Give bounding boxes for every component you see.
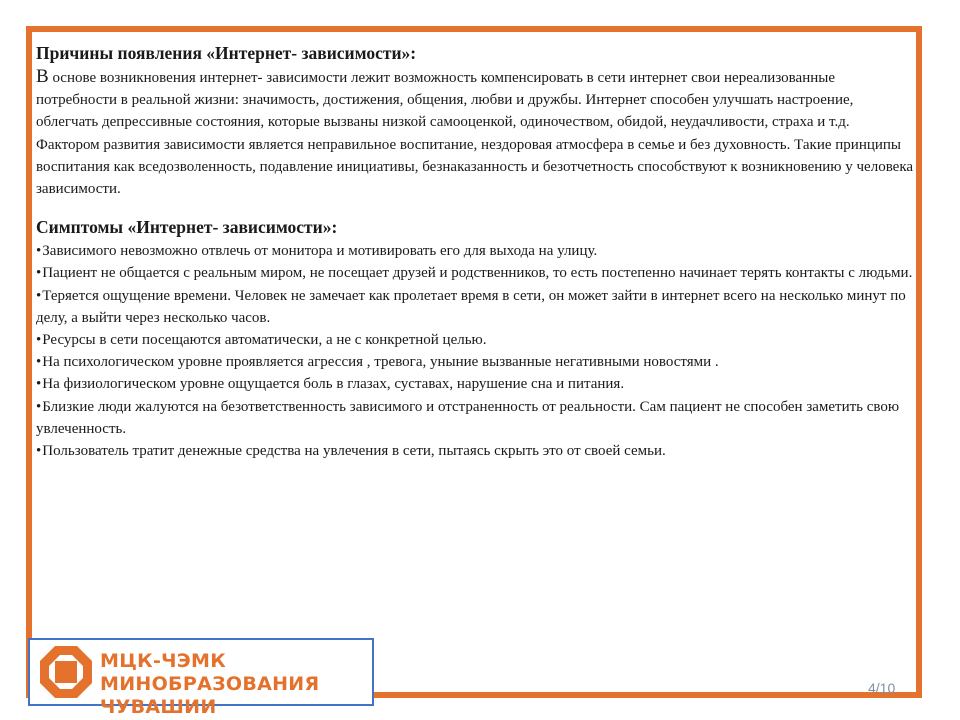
- bullet-icon: •: [36, 243, 42, 260]
- bullet-icon: •: [36, 332, 42, 349]
- bullet-icon: •: [36, 265, 42, 282]
- page-number: 4/10: [868, 680, 896, 696]
- list-item: •Близкие люди жалуются на безответственность зависимого и отстраненность от реальности. Сам пациент не способен заметить свою увлеченность.: [36, 398, 900, 437]
- list-item: •На психологическом уровне проявляется агрессия , тревога, уныние вызванные негативными новостями .: [36, 354, 719, 371]
- bullet-icon: •: [36, 287, 42, 304]
- logo-mark-icon: [40, 646, 92, 698]
- list-item: •Теряется ощущение времени. Человек не замечает как пролетает время в сети, он может зайти в интернет всего на несколько минут по делу, а выйти через несколько часов.: [36, 287, 906, 326]
- slide-content: [36, 40, 916, 462]
- section-heading-symptoms: Симптомы «Интернет- зависимости»:: [36, 217, 338, 238]
- bullet-icon: •: [36, 398, 42, 415]
- causes-paragraph-text: основе возникновения интернет- зависимости лежит возможность компенсировать в сети интернет свои нереализованные потребности в реальной жизни: значимость, достижения, общения, любви и дружбы. Интернет способен улучшать настроение, облегчать депрессивные состояния, которые вызваны низкой самооценкой, одиночеством, обидой, неудачливости, страха и т.д. Фактором развития зависимости является неправильное воспитание, нездоровая атмосфера в семье и без духовность. Такие принципы воспитания как вседозволенность, подавление инициативы, безнаказанность и безотчетность способствуют к возникновению у человека зависимости.: [36, 70, 914, 198]
- list-item: •Пользователь тратит денежные средства на увлечения в сети, пытаясь скрыть это от своей семьи.: [36, 443, 666, 460]
- section-heading-causes: Причины появления «Интернет- зависимости»:: [36, 43, 417, 63]
- bullet-icon: •: [36, 354, 42, 371]
- organization-logo: [28, 638, 374, 718]
- symptoms-list: [36, 240, 916, 462]
- paragraph-lead-letter: В: [36, 66, 49, 87]
- list-item: •Зависимого невозможно отвлечь от монитора и мотивировать его для выхода на улицу.: [36, 243, 598, 260]
- bullet-icon: •: [36, 376, 42, 393]
- logo-line-2: МИНОБРАЗОВАНИЯ ЧУВАШИИ: [100, 673, 320, 718]
- list-item: •Ресурсы в сети посещаются автоматически, а не с конкретной целью.: [36, 332, 487, 349]
- bullet-icon: •: [36, 443, 42, 460]
- causes-paragraph: [36, 66, 916, 200]
- logo-text: [100, 650, 372, 719]
- list-item: •Пациент не общается с реальным миром, не посещает друзей и родственников, то есть постепенно начинает терять контакты с людьми.: [36, 265, 913, 282]
- list-item: •На физиологическом уровне ощущается боль в глазах, суставах, нарушение сна и питания.: [36, 376, 625, 393]
- logo-line-1: МЦК-ЧЭМК: [100, 650, 227, 672]
